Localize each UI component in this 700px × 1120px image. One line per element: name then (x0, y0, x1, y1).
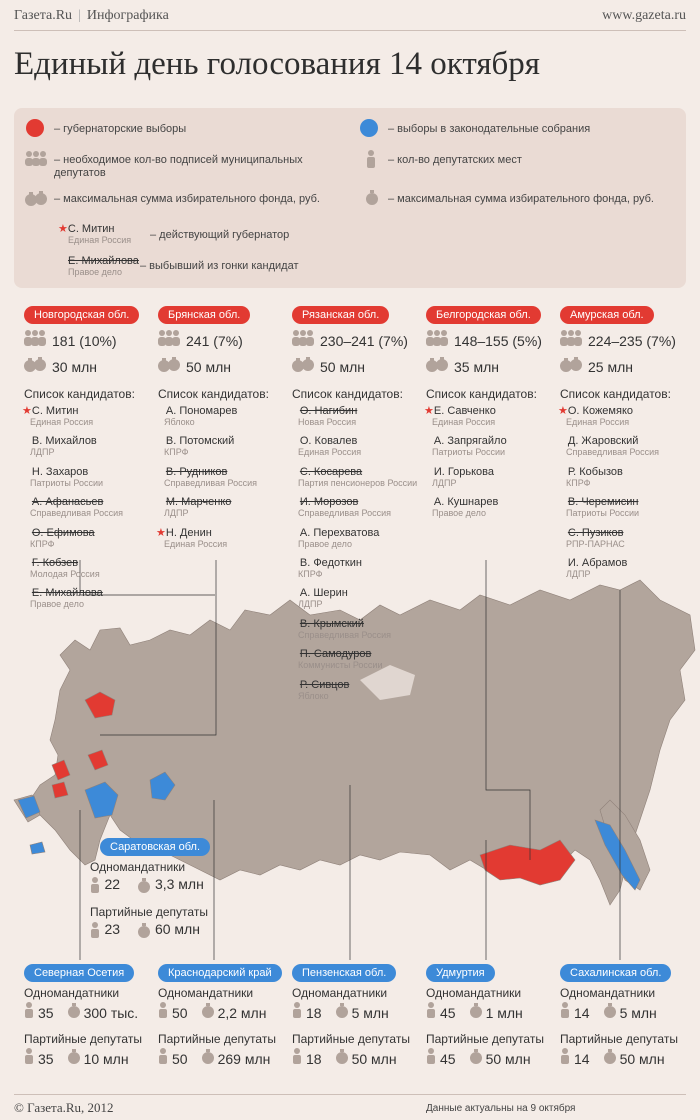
candidate-name-line (156, 405, 237, 417)
section-name: Инфографика (86, 8, 169, 23)
candidate (290, 557, 362, 579)
money-bag-icon (138, 922, 150, 938)
person-icon (426, 1002, 436, 1023)
candidate-party: Справедливая Россия (30, 508, 123, 518)
candidate (424, 466, 494, 488)
candidate-party: ЛДПР (566, 569, 591, 579)
candidate (558, 435, 659, 457)
candidate-name: Е. Михайлова (31, 587, 103, 599)
fund-row (426, 356, 499, 377)
seats-value: 18 (306, 1004, 322, 1021)
seats-value: 14 (574, 1004, 590, 1021)
candidate-name: В. Рудников (165, 466, 228, 478)
candidate (22, 527, 95, 549)
gov-marker (26, 119, 44, 137)
candidate-party: ЛДПР (432, 478, 457, 488)
candidate-name: О. Ефимова (31, 527, 95, 539)
candidate-name: Р. Кобызов (567, 466, 623, 478)
candidate-party: КПРФ (164, 447, 189, 457)
leg-marker (360, 119, 378, 137)
signatures-value: 148–155 (5%) (454, 332, 542, 349)
region-label[interactable]: Северная Осетия (24, 964, 134, 982)
candidate-party: Единая Россия (164, 539, 228, 549)
person-icon (90, 877, 100, 893)
candidate-party: Новая Россия (298, 417, 357, 427)
person-icon (426, 1048, 436, 1069)
candidate-name-line (290, 587, 348, 599)
candidate (290, 648, 382, 670)
fund-value: 5 млн (351, 1004, 389, 1021)
candidate-party: Яблоко (298, 691, 329, 701)
region-label[interactable]: Удмуртия (426, 964, 495, 982)
candidate-name-line (22, 405, 93, 417)
party-label: Партийные депутаты (158, 1032, 276, 1046)
candidate (156, 496, 231, 518)
star-icon: ★ (156, 527, 166, 539)
candidate-name-line (22, 496, 123, 508)
candidate-party: КПРФ (298, 569, 323, 579)
region-saratov-label[interactable]: Саратовская обл. (100, 838, 210, 856)
money-bag-icon (68, 1002, 80, 1023)
candidate-party: Яблоко (164, 417, 195, 427)
candidate (424, 405, 496, 427)
seats-value: 14 (574, 1050, 590, 1067)
candidate-name-line (156, 496, 231, 508)
candidate (22, 466, 103, 488)
signatures-value: 181 (10%) (52, 332, 117, 349)
candidate-name-line (290, 557, 362, 569)
legend-dropped-desc: – выбывший из гонки кандидат (140, 260, 299, 272)
fund-value: 50 млн (485, 1050, 531, 1067)
legend-incumbent-desc: – действующий губернатор (150, 229, 290, 241)
candidate-name: Р. Сивцов (299, 679, 350, 691)
candidate-party: КПРФ (566, 478, 591, 488)
region-label[interactable]: Рязанская обл. (292, 306, 389, 324)
copyright: © Газета.Ru, 2012 (14, 1100, 114, 1115)
candidate-name: А. Запрягайло (433, 435, 507, 447)
candidate-name-line (558, 435, 659, 447)
fund-row (560, 356, 633, 377)
candidates-heading: Список кандидатов: (560, 387, 671, 401)
candidate (290, 587, 348, 609)
fund-value: 50 млн (186, 358, 231, 375)
candidate-party: Справедливая Россия (164, 478, 257, 488)
seats-value: 50 (172, 1050, 188, 1067)
candidate (22, 496, 123, 518)
signatures-row (560, 330, 676, 351)
candidate (290, 405, 357, 427)
candidate-name: Е. Савченко (433, 405, 496, 417)
candidate (290, 466, 417, 488)
money-bag-icon (336, 1048, 348, 1069)
seats-value: 18 (306, 1050, 322, 1067)
star-icon: ★ (58, 223, 68, 235)
people-icon (426, 330, 448, 351)
legend-example-dropped (68, 255, 139, 277)
signatures-row (24, 330, 117, 351)
party-label: Партийные депутаты (292, 1032, 410, 1046)
candidate-name-line (424, 405, 496, 417)
fund-row (158, 356, 231, 377)
candidate-name-line (22, 466, 103, 478)
person-icon (560, 1002, 570, 1023)
fund-value: 10 млн (83, 1050, 129, 1067)
candidate-name-line (290, 527, 379, 539)
region-label[interactable]: Краснодарский край (158, 964, 282, 982)
people-icon (292, 330, 314, 351)
money-bag-icon (202, 1002, 214, 1023)
candidate-party: Патриоты России (566, 508, 639, 518)
signatures-row (158, 330, 243, 351)
candidate-name-line (290, 435, 361, 447)
candidate-party: Единая Россия (566, 417, 630, 427)
candidate-party: КПРФ (30, 539, 55, 549)
money-bag-icon (138, 877, 150, 893)
candidate (558, 527, 625, 549)
candidate (424, 496, 498, 518)
single-row (24, 1002, 138, 1023)
candidate-party: ЛДПР (164, 508, 189, 518)
candidate-party: Единая Россия (432, 417, 496, 427)
person-icon (158, 1002, 168, 1023)
candidate (424, 435, 507, 457)
single-label: Одномандатники (292, 986, 388, 1000)
region-label[interactable]: Пензенская обл. (292, 964, 396, 982)
candidate (290, 679, 349, 701)
candidates-heading: Список кандидатов: (158, 387, 269, 401)
signatures-value: 241 (7%) (186, 332, 243, 349)
fund-value: 2,2 млн (217, 1004, 267, 1021)
candidates-heading: Список кандидатов: (24, 387, 135, 401)
candidates-heading: Список кандидатов: (426, 387, 537, 401)
candidate-name: В. Михайлов (31, 435, 97, 447)
candidate-name: И. Абрамов (567, 557, 628, 569)
money-bags-icon (426, 356, 448, 377)
candidate-name-line (558, 466, 623, 478)
saratov-single-label: Одномандатники (90, 860, 186, 874)
candidate-name-line (290, 618, 391, 630)
party-row (426, 1048, 531, 1069)
legend-gov: – губернаторские выборы (54, 123, 187, 135)
legend-fund-right: – максимальная сумма избирательного фонда, руб. (388, 193, 654, 205)
candidate-name-line (22, 557, 100, 569)
legend-example-incumbent (58, 223, 131, 245)
candidate (156, 527, 227, 549)
signatures-row (292, 330, 408, 351)
money-bags-icon (158, 356, 180, 377)
candidate-name: П. Самодуров (299, 648, 372, 660)
single-row (560, 1002, 657, 1023)
signatures-value: 230–241 (7%) (320, 332, 408, 349)
money-bag-icon (366, 189, 378, 205)
fund-value: 30 млн (52, 358, 97, 375)
candidate-party: Справедливая Россия (298, 508, 391, 518)
person-icon (560, 1048, 570, 1069)
candidate-party: Справедливая Россия (566, 447, 659, 457)
candidate (22, 435, 97, 457)
candidate-party: Патриоты России (432, 447, 505, 457)
candidate-name-line (156, 527, 227, 539)
candidate-name: В. Крымский (299, 618, 364, 630)
candidate-name: Г. Кобзев (31, 557, 79, 569)
people-icon (560, 330, 582, 351)
money-bags-icon (292, 356, 314, 377)
fund-value: 300 тыс. (83, 1004, 139, 1021)
party-row (292, 1048, 397, 1069)
candidate (156, 466, 257, 488)
candidate-party: Справедливая Россия (298, 630, 391, 640)
candidate (558, 557, 627, 579)
star-icon: ★ (424, 405, 434, 417)
candidate (156, 405, 237, 427)
candidate-name: А. Пономарев (165, 405, 238, 417)
region-label[interactable]: Брянская обл. (158, 306, 250, 324)
candidate-party: ЛДПР (30, 447, 55, 457)
candidate-name-line (22, 527, 95, 539)
fund-value: 50 млн (351, 1050, 397, 1067)
data-note: Данные актуальны на 9 октября (426, 1103, 576, 1114)
candidate (22, 587, 103, 609)
header-divider (14, 30, 686, 31)
candidate (290, 527, 379, 549)
candidate (156, 435, 234, 457)
candidate-name: О. Кожемяко (567, 405, 633, 417)
person-icon (366, 150, 376, 168)
signatures-value: 224–235 (7%) (588, 332, 676, 349)
candidate-name: С. Пузиков (567, 527, 624, 539)
fund-value: 269 млн (217, 1050, 271, 1067)
saratov-party-label: Партийные депутаты (90, 905, 208, 919)
candidate (558, 466, 623, 488)
party-label: Партийные депутаты (426, 1032, 544, 1046)
fund-value: 50 млн (320, 358, 365, 375)
footer-divider (14, 1094, 686, 1095)
candidate-name: В. Потомский (165, 435, 235, 447)
single-row (292, 1002, 389, 1023)
candidate-party: Патриоты России (30, 478, 103, 488)
saratov-party-row (90, 921, 200, 939)
single-row (426, 1002, 523, 1023)
seats-value: 50 (172, 1004, 188, 1021)
single-label: Одномандатники (426, 986, 522, 1000)
fund-value: 50 млн (619, 1050, 665, 1067)
candidate-party: Правое дело (30, 599, 84, 609)
candidate-name: В. Федоткин (299, 557, 362, 569)
example-name: С. Митин (67, 223, 115, 235)
seats-value: 35 (38, 1050, 54, 1067)
region-label[interactable]: Амурская обл. (560, 306, 654, 324)
candidate (22, 405, 93, 427)
seats-value: 45 (440, 1050, 456, 1067)
fund-row (24, 356, 97, 377)
region-label[interactable]: Новгородская обл. (24, 306, 139, 324)
people-icon (24, 150, 48, 168)
candidate-name: С. Косарева (299, 466, 363, 478)
fund-row (292, 356, 365, 377)
candidate-party: ЛДПР (298, 599, 323, 609)
candidate-name-line (156, 435, 234, 447)
fund-value: 5 млн (619, 1004, 657, 1021)
single-row (158, 1002, 266, 1023)
person-icon (292, 1048, 302, 1069)
example-party: Единая Россия (68, 235, 132, 245)
seats-value: 45 (440, 1004, 456, 1021)
single-label: Одномандатники (560, 986, 656, 1000)
candidate-party: Молодая Россия (30, 569, 100, 579)
legend-seats: – кол-во депутатских мест (388, 154, 522, 166)
example-party: Правое дело (68, 267, 122, 277)
candidate-party: РПР-ПАРНАС (566, 539, 625, 549)
single-label: Одномандатники (158, 986, 254, 1000)
header-brand-line (14, 8, 169, 24)
candidate-name-line (290, 496, 391, 508)
fund-value: 1 млн (485, 1004, 523, 1021)
party-label: Партийные депутаты (24, 1032, 142, 1046)
money-bag-icon (470, 1002, 482, 1023)
candidate-name: Д. Жаровский (567, 435, 639, 447)
money-bag-icon (336, 1002, 348, 1023)
candidate-name: И. Горькова (433, 466, 494, 478)
seats-value: 22 (104, 876, 121, 892)
candidate-name: М. Марченко (165, 496, 232, 508)
candidate-name-line (22, 587, 103, 599)
money-bags-icon (24, 188, 48, 206)
money-bag-icon (604, 1048, 616, 1069)
candidate-name: И. Морозов (299, 496, 359, 508)
candidate-name-line (156, 466, 257, 478)
candidate-party: Коммунисты России (298, 660, 383, 670)
candidate-name-line (558, 527, 625, 539)
party-label: Партийные депутаты (560, 1032, 678, 1046)
candidate-party: Партия пенсионеров России (298, 478, 418, 488)
divider: | (78, 8, 81, 23)
candidate-name: А. Перехватова (299, 527, 380, 539)
candidate-name-line (424, 435, 507, 447)
legend-leg: – выборы в законодательные собрания (388, 123, 591, 135)
region-label[interactable]: Сахалинская обл. (560, 964, 671, 982)
candidate-name: Н. Захаров (31, 466, 89, 478)
candidate (558, 496, 639, 518)
candidates-heading: Список кандидатов: (292, 387, 403, 401)
fund-value: 3,3 млн (154, 876, 204, 892)
money-bag-icon (68, 1048, 80, 1069)
candidate-party: Единая Россия (30, 417, 94, 427)
site-url[interactable]: www.gazeta.ru (602, 8, 686, 23)
legend-fund-left: – максимальная сумма избирательного фонда, руб. (54, 193, 320, 205)
region-label[interactable]: Белгородская обл. (426, 306, 541, 324)
people-icon (158, 330, 180, 351)
star-icon: ★ (22, 405, 32, 417)
candidate-party: Правое дело (432, 508, 486, 518)
candidate-name: О. Ковалев (299, 435, 358, 447)
star-icon: ★ (558, 405, 568, 417)
candidate (290, 435, 361, 457)
candidate-name-line (290, 405, 357, 417)
candidate-party: Правое дело (298, 539, 352, 549)
candidate-name-line (558, 496, 639, 508)
single-label: Одномандатники (24, 986, 120, 1000)
money-bag-icon (604, 1002, 616, 1023)
people-icon (24, 330, 46, 351)
page-title: Единый день голосования 14 октября (14, 46, 540, 82)
money-bag-icon (470, 1048, 482, 1069)
person-icon (24, 1002, 34, 1023)
seats-value: 23 (104, 921, 121, 937)
fund-value: 60 млн (154, 921, 200, 937)
candidate-name-line (290, 679, 349, 691)
candidate-name-line (558, 405, 633, 417)
candidate (290, 496, 391, 518)
candidate-party: Единая Россия (298, 447, 362, 457)
candidate-name-line (424, 466, 494, 478)
candidate-name-line (290, 466, 417, 478)
party-row (158, 1048, 270, 1069)
seats-value: 35 (38, 1004, 54, 1021)
brand: Газета.Ru (14, 8, 73, 23)
candidate (290, 618, 391, 640)
candidate-name-line (424, 496, 498, 508)
party-row (560, 1048, 665, 1069)
money-bag-icon (202, 1048, 214, 1069)
candidate-name-line (290, 648, 382, 660)
money-bags-icon (560, 356, 582, 377)
example-name: Е. Михайлова (68, 255, 139, 267)
candidate-name-line (22, 435, 97, 447)
candidate (558, 405, 633, 427)
saratov-single-row (90, 876, 204, 894)
candidate-name: В. Черемисин (567, 496, 639, 508)
signatures-row (426, 330, 542, 351)
map-region-north-ossetia (30, 842, 45, 854)
candidate-name: А. Шерин (299, 587, 348, 599)
candidate-name: Н. Денин (165, 527, 212, 539)
candidate (22, 557, 100, 579)
person-icon (24, 1048, 34, 1069)
person-icon (292, 1002, 302, 1023)
candidate-name-line (558, 557, 627, 569)
person-icon (90, 922, 100, 938)
legend-signatures: – необходимое кол-во подписей муниципальных депутатов (54, 154, 303, 179)
fund-value: 35 млн (454, 358, 499, 375)
candidate-name: А. Афанасьев (31, 496, 104, 508)
candidate-name: А. Кушнарев (433, 496, 499, 508)
candidate-name: С. Митин (31, 405, 79, 417)
candidate-name: О. Нагибин (299, 405, 358, 417)
party-row (24, 1048, 129, 1069)
person-icon (158, 1048, 168, 1069)
fund-value: 25 млн (588, 358, 633, 375)
money-bags-icon (24, 356, 46, 377)
